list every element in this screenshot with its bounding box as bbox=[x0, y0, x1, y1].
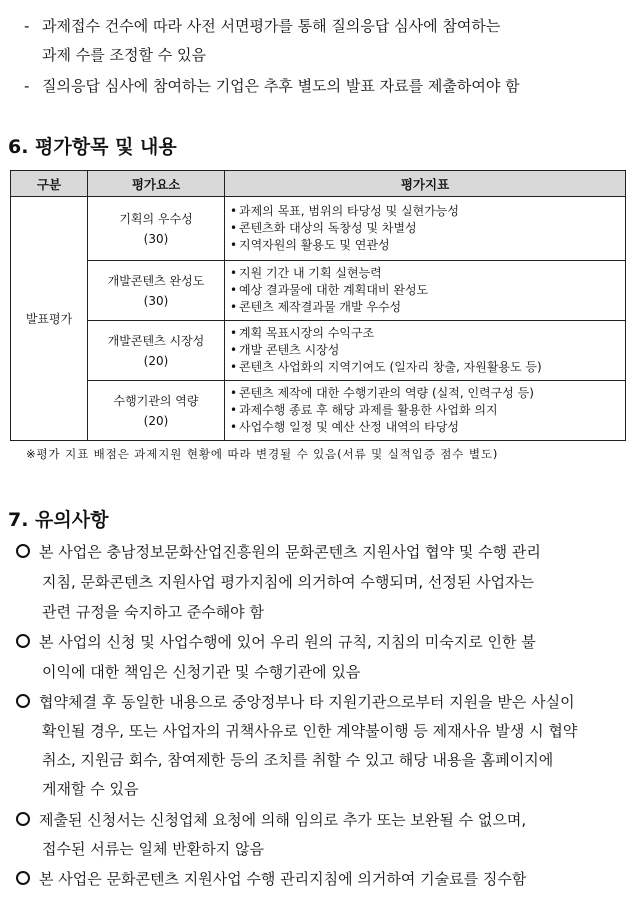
indicator-text: 예상 결과물에 대한 계획대비 완성도 bbox=[239, 283, 429, 297]
notice-item-4-line-1: 제출된 신청서는 신청업체 요청에 의해 임의로 추가 또는 보완될 수 없으며, bbox=[39, 811, 527, 829]
section-6-heading: 6. 평가항목 및 내용 bbox=[8, 136, 177, 158]
indicator-cell bbox=[225, 381, 626, 441]
notice-item-4 bbox=[16, 805, 526, 835]
bullet-marker: • bbox=[230, 420, 238, 434]
dash-marker: - bbox=[24, 77, 30, 95]
dash-marker: - bbox=[24, 17, 30, 35]
bullet-marker: • bbox=[230, 326, 238, 340]
notice-item-3-line-4: 게재할 수 있음 bbox=[42, 780, 139, 798]
element-score: (30) bbox=[143, 293, 169, 308]
bullet-marker: • bbox=[230, 266, 238, 280]
notice-item-1-line-3: 관련 규정을 숙지하고 준수해야 함 bbox=[42, 603, 264, 621]
table-header-row bbox=[11, 171, 626, 197]
evaluation-table bbox=[10, 170, 626, 441]
indicator-cell bbox=[225, 261, 626, 321]
notice-item-3-line-2: 확인될 경우, 또는 사업자의 귀책사유로 인한 계약불이행 등 제재사유 발생 시 협약 bbox=[42, 722, 578, 740]
header-indicator: 평가지표 bbox=[225, 171, 626, 197]
bullet-marker: • bbox=[230, 204, 238, 218]
indicator-item bbox=[230, 265, 625, 282]
table-row bbox=[11, 381, 626, 441]
element-name: 개발콘텐츠 완성도 bbox=[107, 273, 205, 288]
table-note: ※평가 지표 배점은 과제지원 현황에 따라 변경될 수 있음(서류 및 실적입증 점수 별도) bbox=[26, 447, 499, 461]
notice-item-2-line-2: 이익에 대한 책임은 신청기관 및 수행기관에 있음 bbox=[42, 663, 361, 681]
element-cell bbox=[88, 321, 225, 381]
indicator-item bbox=[230, 237, 625, 254]
indicator-text: 콘텐츠 제작에 대한 수행기관의 역량 (실적, 인력구성 등) bbox=[239, 386, 534, 400]
indicator-text: 과제의 목표, 범위의 타당성 및 실현가능성 bbox=[239, 204, 459, 218]
indicator-cell bbox=[225, 321, 626, 381]
indicator-item bbox=[230, 342, 625, 359]
bullet-marker: • bbox=[230, 238, 238, 252]
bullet-marker: • bbox=[230, 403, 238, 417]
table-row bbox=[11, 321, 626, 381]
element-name: 개발콘텐츠 시장성 bbox=[107, 333, 205, 348]
intro-item-1 bbox=[24, 14, 500, 39]
hollow-circle-bullet-icon bbox=[16, 812, 30, 826]
indicator-item bbox=[230, 419, 625, 436]
indicator-item bbox=[230, 402, 625, 419]
table-row bbox=[11, 197, 626, 261]
notice-item-1 bbox=[16, 537, 541, 567]
element-cell bbox=[88, 197, 225, 261]
element-cell bbox=[88, 261, 225, 321]
table-row bbox=[11, 261, 626, 321]
category-cell: 발표평가 bbox=[11, 197, 88, 441]
element-score: (30) bbox=[143, 231, 169, 246]
hollow-circle-bullet-icon bbox=[16, 544, 30, 558]
indicator-item bbox=[230, 359, 625, 376]
indicator-item bbox=[230, 203, 625, 220]
element-score: (20) bbox=[143, 413, 169, 428]
intro-item-2-text: 질의응답 심사에 참여하는 기업은 추후 별도의 발표 자료를 제출하여야 함 bbox=[42, 77, 520, 95]
indicator-text: 사업수행 일정 및 예산 산정 내역의 타당성 bbox=[239, 420, 459, 434]
indicator-item bbox=[230, 220, 625, 237]
intro-item-1-line-1: 과제접수 건수에 따라 사전 서면평가를 통해 질의응답 심사에 참여하는 bbox=[42, 17, 501, 35]
notice-item-5-text: 본 사업은 문화콘텐츠 지원사업 수행 관리지침에 의거하여 기술료를 징수함 bbox=[39, 870, 527, 888]
indicator-text: 계획 목표시장의 수익구조 bbox=[239, 326, 375, 340]
section-7-heading: 7. 유의사항 bbox=[8, 509, 109, 531]
notice-item-1-line-2: 지침, 문화콘텐츠 지원사업 평가지침에 의거하여 수행되며, 선정된 사업자는 bbox=[42, 573, 535, 591]
hollow-circle-bullet-icon bbox=[16, 694, 30, 708]
indicator-text: 콘텐츠 사업화의 지역기여도 (일자리 창출, 자원활용도 등) bbox=[239, 360, 542, 374]
bullet-marker: • bbox=[230, 360, 238, 374]
indicator-text: 지원 기간 내 기획 실현능력 bbox=[239, 266, 382, 280]
intro-item-1-line-2: 과제 수를 조정할 수 있음 bbox=[42, 46, 206, 64]
intro-item-2 bbox=[24, 74, 520, 99]
element-name: 수행기관의 역량 bbox=[113, 393, 199, 408]
bullet-marker: • bbox=[230, 221, 238, 235]
hollow-circle-bullet-icon bbox=[16, 634, 30, 648]
notice-item-2-line-1: 본 사업의 신청 및 사업수행에 있어 우리 원의 규칙, 지침의 미숙지로 인한 불 bbox=[39, 633, 536, 651]
notice-item-3 bbox=[16, 687, 575, 717]
header-category: 구분 bbox=[11, 171, 88, 197]
element-cell bbox=[88, 381, 225, 441]
bullet-marker: • bbox=[230, 300, 238, 314]
indicator-text: 콘텐츠화 대상의 독창성 및 차별성 bbox=[239, 221, 417, 235]
element-score: (20) bbox=[143, 353, 169, 368]
indicator-item bbox=[230, 282, 625, 299]
notice-item-4-line-2: 접수된 서류는 일체 반환하지 않음 bbox=[42, 840, 264, 858]
element-name: 기획의 우수성 bbox=[119, 211, 193, 226]
notice-item-2 bbox=[16, 627, 536, 657]
indicator-cell bbox=[225, 197, 626, 261]
notice-item-1-line-1: 본 사업은 충남정보문화산업진흥원의 문화콘텐츠 지원사업 협약 및 수행 관리 bbox=[39, 543, 541, 561]
bullet-marker: • bbox=[230, 343, 238, 357]
notice-item-5 bbox=[16, 864, 526, 894]
indicator-item bbox=[230, 385, 625, 402]
indicator-text: 콘텐츠 제작결과물 개발 우수성 bbox=[239, 300, 402, 314]
indicator-text: 과제수행 종료 후 해당 과제를 활용한 사업화 의지 bbox=[239, 403, 498, 417]
indicator-item bbox=[230, 325, 625, 342]
header-element: 평가요소 bbox=[88, 171, 225, 197]
indicator-item bbox=[230, 299, 625, 316]
hollow-circle-bullet-icon bbox=[16, 871, 30, 885]
bullet-marker: • bbox=[230, 283, 238, 297]
indicator-text: 지역자원의 활용도 및 연관성 bbox=[239, 238, 390, 252]
notice-item-3-line-3: 취소, 지원금 회수, 참여제한 등의 조치를 취할 수 있고 해당 내용을 홈페이지에 bbox=[42, 751, 554, 769]
notice-item-3-line-1: 협약체결 후 동일한 내용으로 중앙정부나 타 지원기관으로부터 지원을 받은 사실이 bbox=[39, 693, 575, 711]
bullet-marker: • bbox=[230, 386, 238, 400]
indicator-text: 개발 콘텐츠 시장성 bbox=[239, 343, 340, 357]
